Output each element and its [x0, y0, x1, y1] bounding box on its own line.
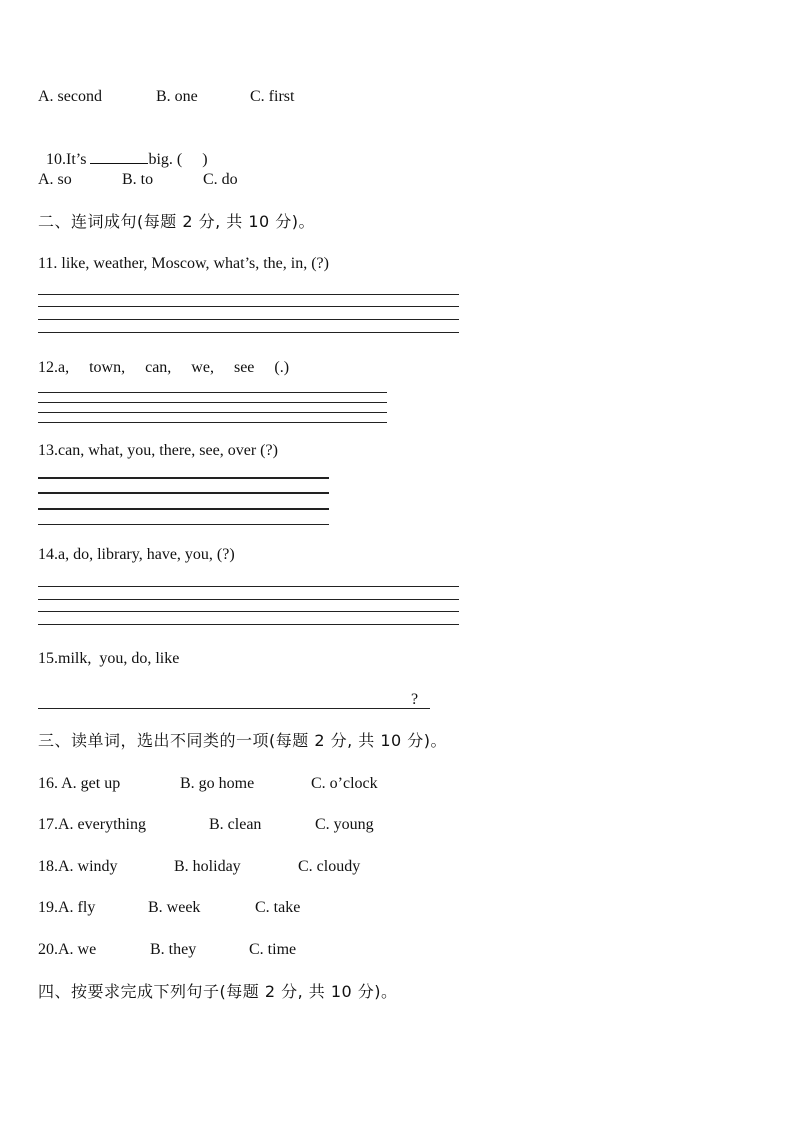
q11-answer-line-1[interactable] [38, 294, 459, 295]
q13-answer-line-4[interactable] [38, 524, 329, 525]
q10-option-a: A. so [38, 171, 72, 188]
q20-option-b: B. they [150, 941, 197, 958]
q14-answer-line-1[interactable] [38, 586, 459, 587]
q16-option-c: C. o’clock [311, 775, 378, 792]
q12-answer-line-3[interactable] [38, 412, 387, 413]
q13-answer-line-2[interactable] [38, 492, 329, 494]
q9-option-c: C. first [250, 88, 295, 105]
q18-option-c: C. cloudy [298, 858, 361, 875]
section-3-title: 三、读单词，选出不同类的一项(每题 2 分, 共 10 分)。 [38, 731, 448, 750]
q10-prefix: 10.It’s [46, 151, 91, 168]
q11-answer-line-2[interactable] [38, 306, 459, 307]
q10-blank[interactable] [90, 149, 148, 164]
q13-answer-line-3[interactable] [38, 508, 329, 510]
section-2-title: 二、连词成句(每题 2 分, 共 10 分)。 [38, 212, 316, 231]
q9-option-b: B. one [156, 88, 198, 105]
q11-answer-line-3[interactable] [38, 319, 459, 320]
q14-answer-line-2[interactable] [38, 599, 459, 600]
q13-words: 13.can, what, you, there, see, over (?) [38, 442, 278, 459]
q15-words: 15.milk, you, do, like [38, 650, 180, 667]
q11-answer-line-4[interactable] [38, 332, 459, 333]
q17-option-b: B. clean [209, 816, 262, 833]
section-4-title: 四、按要求完成下列句子(每题 2 分, 共 10 分)。 [38, 982, 398, 1001]
q10-option-c: C. do [203, 171, 238, 188]
q12-answer-line-1[interactable] [38, 392, 387, 393]
q10-suffix: big. ( ) [148, 151, 208, 168]
q14-words: 14.a, do, library, have, you, (?) [38, 546, 235, 563]
q19-option-c: C. take [255, 899, 301, 916]
q15-question-mark: ? [411, 691, 419, 708]
q19-option-b: B. week [148, 899, 201, 916]
q11-words: 11. like, weather, Moscow, what’s, the, in, (?) [38, 255, 329, 272]
q17-option-c: C. young [315, 816, 374, 833]
q10-question [38, 129, 208, 170]
q13-answer-line-1[interactable] [38, 477, 329, 479]
q12-words: 12.a, town, can, we, see (.) [38, 359, 290, 376]
q20-option-c: C. time [249, 941, 297, 958]
q16-option-b: B. go home [180, 775, 255, 792]
q12-answer-line-4[interactable] [38, 422, 387, 423]
q10-option-b: B. to [122, 171, 154, 188]
q19-option-a: 19.A. fly [38, 899, 96, 916]
q15-answer-line[interactable] [38, 708, 430, 709]
q16-option-a: 16. A. get up [38, 775, 121, 792]
q9-option-a: A. second [38, 88, 102, 105]
q14-answer-line-4[interactable] [38, 624, 459, 625]
q17-option-a: 17.A. everything [38, 816, 146, 833]
q18-option-b: B. holiday [174, 858, 241, 875]
q12-answer-line-2[interactable] [38, 402, 387, 403]
q18-option-a: 18.A. windy [38, 858, 118, 875]
q14-answer-line-3[interactable] [38, 611, 459, 612]
q20-option-a: 20.A. we [38, 941, 97, 958]
